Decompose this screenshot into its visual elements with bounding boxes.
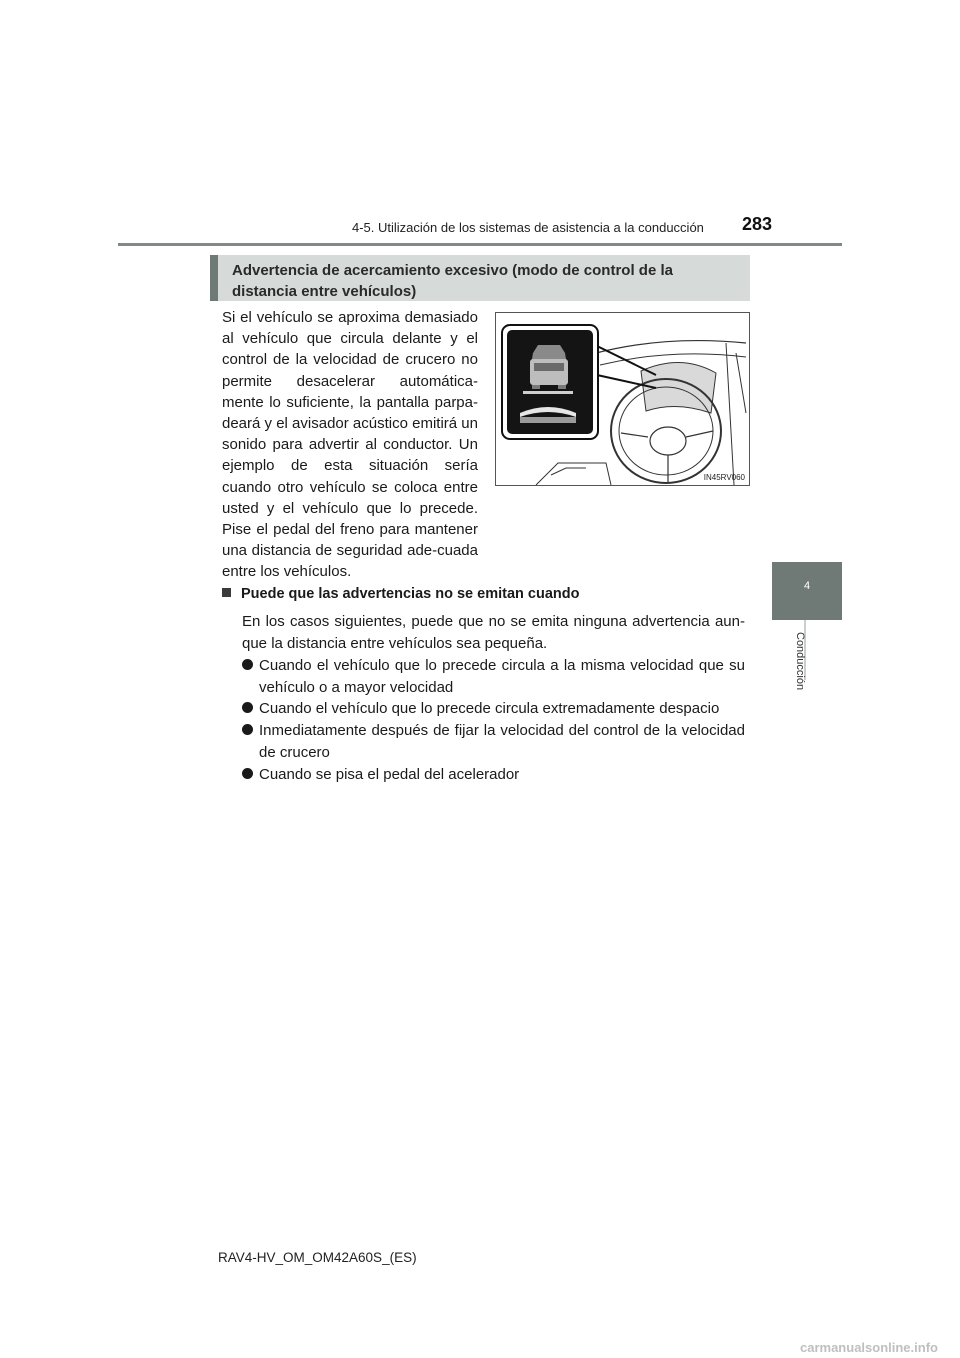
- bullet-dot-icon: [242, 724, 253, 735]
- list-item: [242, 698, 745, 720]
- subsection-paragraph: En los casos siguientes, puede que no se emita ninguna advertencia aun-que la distancia entre vehículos sea pequeña.: [242, 613, 745, 652]
- list-item-text: Inmediatamente después de fijar la velocidad del control de la velocidad de crucero: [259, 722, 745, 761]
- section-heading-box: [210, 255, 750, 301]
- bullet-dot-icon: [242, 702, 253, 713]
- figure-code: IN45RV060: [703, 473, 745, 482]
- list-item-text: Cuando se pisa el pedal del acelerador: [259, 766, 520, 783]
- section-heading: Advertencia de acercamiento excesivo (modo de control de la distancia entre vehículos): [232, 262, 673, 300]
- watermark: carmanualsonline.info: [800, 1340, 938, 1355]
- bullet-dot-icon: [242, 768, 253, 779]
- list-item-text: Cuando el vehículo que lo precede circula extremadamente despacio: [259, 700, 720, 717]
- list-item-text: Cuando el vehículo que lo precede circula a la misma velocidad que su vehículo o a mayor velocidad: [259, 657, 745, 696]
- chapter-number: 4: [803, 580, 811, 592]
- chapter-tab: [772, 562, 842, 620]
- header-divider: [118, 243, 842, 246]
- intro-paragraph: Si el vehículo se aproxima demasiado al vehículo que circula delante y el control de la velocidad de crucero no permite desacelerar automática-mente lo suficiente, la pantalla parpa-deará y el avisador acústico emitirá un sonido para advertir al conductor. Un ejemplo de esta situación sería cuando otro vehículo se coloca entre usted y el vehículo que lo precede. Pise el pedal del freno para mantener una distancia de seguridad ade-cuada entre los vehículos.: [222, 309, 478, 581]
- dashboard-drawing: [496, 313, 749, 485]
- subsection-heading: [222, 586, 579, 602]
- chapter-label: Conducción: [794, 632, 806, 691]
- dashboard-illustration: [495, 312, 750, 486]
- bullet-dot-icon: [242, 659, 253, 670]
- document-code: RAV4-HV_OM_OM42A60S_(ES): [218, 1250, 417, 1265]
- subsection-heading-text: Puede que las advertencias no se emitan cuando: [241, 586, 580, 602]
- square-bullet-icon: [222, 588, 231, 597]
- header-section-title: 4-5. Utilización de los sistemas de asistencia a la conducción: [352, 220, 704, 235]
- list-item: [242, 720, 745, 763]
- list-item: [242, 764, 745, 786]
- page-number: 283: [742, 214, 773, 234]
- list-item: [242, 655, 745, 698]
